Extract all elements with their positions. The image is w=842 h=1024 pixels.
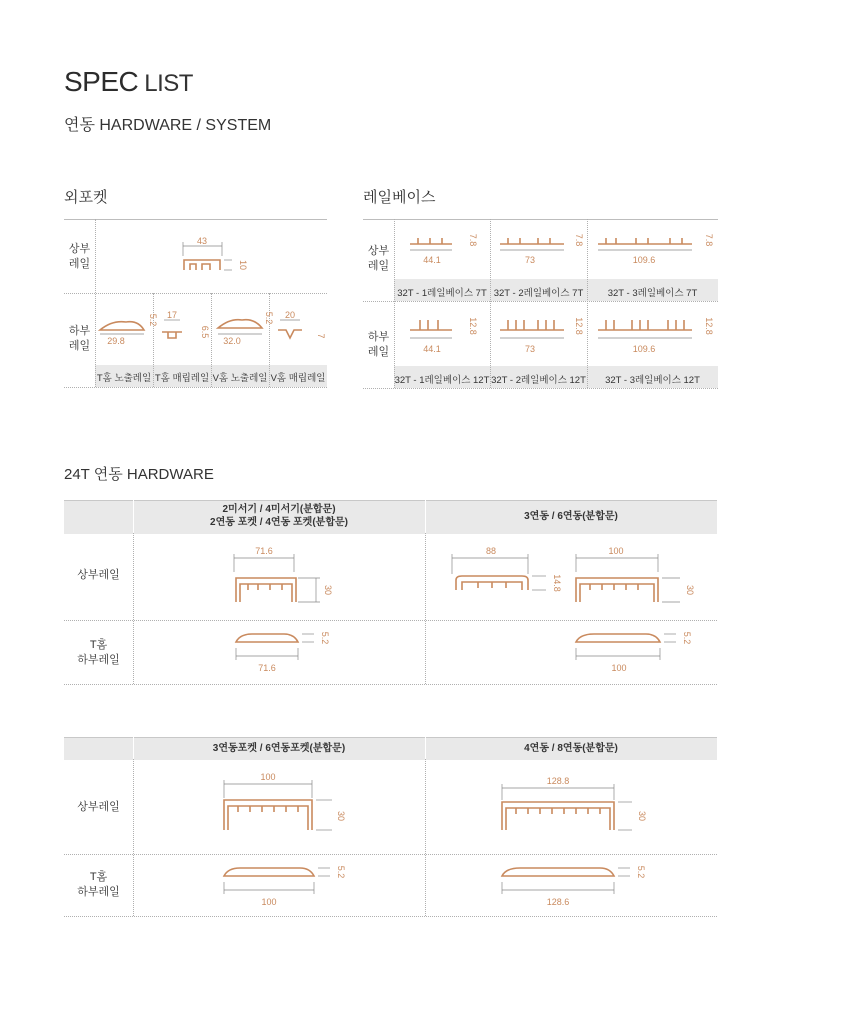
bracket-row-lower: 하부 레일 [68, 325, 91, 352]
railbase-upper-width-3: 109.6 [632, 255, 656, 265]
bracket-lower-drawing-1 [98, 310, 158, 350]
railbase-upper-caption-2: 32T - 2레일베이스 7T [493, 288, 584, 299]
hw-t1c2-lower-height: 5.2 [682, 631, 692, 645]
hw-t2c2-upper-width: 128.8 [546, 776, 570, 786]
bracket-lower-drawing-4 [274, 310, 330, 350]
railbase-upper-width-2: 73 [524, 255, 536, 265]
hw-table2-col2-header: 4연동 / 8연동(분합문) [524, 743, 618, 754]
railbase-row-lower: 하부 레일 [367, 331, 390, 358]
bracket-caption-1: T홈 노출레일 [96, 373, 152, 384]
bracket-lower-drawing-3 [216, 310, 272, 350]
hw-t1c2-upper-b-width: 100 [608, 546, 624, 556]
hw-t1c1-upper-drawing [228, 544, 338, 614]
hw-table2-row-lower [64, 870, 133, 900]
hw-table1-col1-header [133, 503, 425, 529]
hw-table1-bottom-line [64, 684, 717, 685]
bracket-lower-height-4: 7 [316, 333, 326, 339]
hw-t1c1-lower-height: 5.2 [320, 631, 330, 645]
page-title-sub: LIST [144, 70, 193, 97]
railbase-lower-width-3: 109.6 [632, 344, 656, 354]
hw-t1c1-lower-drawing [228, 626, 338, 676]
hw-table1-divider [425, 533, 426, 684]
bracket-lower-height-2: 6.5 [200, 325, 210, 339]
hardware-section-title: 24T 연동 HARDWARE [64, 466, 214, 483]
hw-t2c2-lower-drawing [498, 860, 648, 910]
hw-table2-divider [133, 759, 134, 916]
bracket-upper-width: 43 [196, 236, 208, 246]
bracket-caption-3: V홈 노출레일 [212, 373, 268, 384]
hw-t2c1-lower-width: 100 [261, 897, 277, 907]
hw-t1c2-lower-width: 100 [611, 663, 627, 673]
railbase-upper-width-1: 44.1 [423, 255, 441, 265]
hw-t1c1-upper-height: 30 [323, 584, 333, 596]
railbase-lower-width-1: 44.1 [423, 344, 441, 354]
hw-t2c2-upper-drawing [498, 770, 648, 838]
railbase-lower-height-3: 12.8 [704, 317, 714, 335]
hw-t1c2-upper-b-height: 30 [685, 584, 695, 596]
railbase-upper-height-3: 7.8 [704, 233, 714, 247]
bracket-mid-line [64, 293, 327, 294]
bracket-bottom-line [64, 387, 327, 388]
railbase-lower-height-1: 12.8 [468, 317, 478, 335]
bracket-label-divider [95, 219, 96, 387]
hw-t2c1-upper-height: 30 [336, 810, 346, 822]
railbase-col-divider [490, 219, 491, 388]
bracket-upper-drawing [180, 236, 250, 276]
hw-table2-divider [425, 759, 426, 916]
railbase-lower-caption-2: 32T - 2레일베이스 12T [491, 375, 586, 386]
hw-table2-row-upper: 상부레일 [77, 801, 120, 813]
hw-table1-row-lower [64, 638, 133, 668]
hw-table1-row-lower-line1: T홈 [89, 639, 108, 651]
bracket-caption-4: V홈 매립레일 [270, 373, 326, 384]
hw-t1c2-upper-b-drawing [570, 544, 700, 614]
bracket-caption-2: T홈 매립레일 [154, 373, 210, 384]
hw-table2-mid-line [64, 854, 717, 855]
railbase-lower-drawing-3 [592, 314, 716, 358]
bracket-lower-width-4: 20 [284, 310, 296, 320]
hw-table2-row-lower-line2: 하부레일 [77, 886, 120, 898]
hw-t2c1-lower-height: 5.2 [336, 865, 346, 879]
railbase-upper-drawing-2 [494, 230, 586, 270]
railbase-lower-height-2: 12.8 [574, 317, 584, 335]
hw-t2c1-lower-drawing [220, 860, 350, 910]
bracket-lower-width-2: 17 [166, 310, 178, 320]
railbase-lower-drawing-1 [398, 314, 488, 358]
hw-t1c2-lower-drawing [570, 626, 700, 676]
hw-t1c2-upper-a-height: 14.8 [552, 574, 562, 592]
hw-t2c2-lower-height: 5.2 [636, 865, 646, 879]
railbase-upper-drawing-1 [398, 230, 488, 270]
bracket-row-upper: 상부 레일 [68, 243, 91, 270]
railbase-row-upper: 상부 레일 [367, 245, 390, 272]
hw-t1c2-upper-a-width: 88 [485, 546, 497, 556]
railbase-top-line [363, 219, 718, 220]
bracket-lower-drawing-2 [158, 310, 214, 350]
hw-table2-col1-header: 3연동포켓 / 6연동포켓(분합문) [212, 743, 346, 754]
railbase-label-divider [394, 219, 395, 388]
hw-table1-col1-header-line1: 2미서기 / 4미서기(분합문) [222, 504, 336, 515]
hw-t1c1-upper-width: 71.6 [255, 546, 273, 556]
railbase-col-divider [587, 219, 588, 388]
hw-table1-col2-header: 3연동 / 6연동(분합문) [524, 511, 618, 522]
railbase-upper-height-2: 7.8 [574, 233, 584, 247]
railbase-upper-height-1: 7.8 [468, 233, 478, 247]
bracket-lower-width-1: 29.8 [107, 336, 125, 346]
hw-t2c1-upper-drawing [220, 770, 350, 838]
page-subtitle: 연동 HARDWARE / SYSTEM [64, 117, 272, 134]
bracket-lower-width-3: 32.0 [223, 336, 241, 346]
hw-t2c2-upper-height: 30 [637, 810, 647, 822]
bracket-lower-height-3: 5.2 [264, 311, 274, 325]
railbase-upper-caption-3: 32T - 3레일베이스 7T [607, 288, 698, 299]
hw-t2c2-lower-width: 128.6 [546, 897, 570, 907]
railbase-lower-caption-1: 32T - 1레일베이스 12T [394, 375, 490, 386]
hw-table1-row-lower-line2: 하부레일 [77, 654, 120, 666]
page-title-main: SPEC [64, 66, 139, 97]
page-title [64, 66, 193, 98]
railbase-upper-caption-1: 32T - 1레일베이스 7T [397, 288, 487, 299]
railbase-mid-line [363, 301, 718, 302]
hw-table1-col1-header-line2: 2연동 포켓 / 4연동 포켓(분합문) [210, 517, 348, 528]
hw-t2c1-upper-width: 100 [260, 772, 276, 782]
bracket-section-title: 외포켓 [64, 189, 108, 206]
hw-table1-row-upper: 상부레일 [77, 569, 120, 581]
hw-table2-bottom-line [64, 916, 717, 917]
hw-table1-mid-line [64, 620, 717, 621]
railbase-upper-drawing-3 [592, 230, 716, 270]
hw-table2-row-lower-line1: T홈 [89, 871, 108, 883]
railbase-lower-drawing-2 [494, 314, 586, 358]
railbase-section-title: 레일베이스 [363, 189, 436, 206]
hw-t1c2-upper-a-drawing [448, 544, 570, 614]
hw-t1c1-lower-width: 71.6 [258, 663, 276, 673]
hw-table1-divider [133, 533, 134, 684]
bracket-upper-height: 10 [238, 259, 248, 271]
railbase-lower-caption-3: 32T - 3레일베이스 12T [605, 375, 700, 386]
railbase-bottom-line [363, 388, 718, 389]
bracket-top-line [64, 219, 327, 220]
railbase-lower-width-2: 73 [524, 344, 536, 354]
bracket-lower-height-1: 5.2 [148, 313, 158, 327]
